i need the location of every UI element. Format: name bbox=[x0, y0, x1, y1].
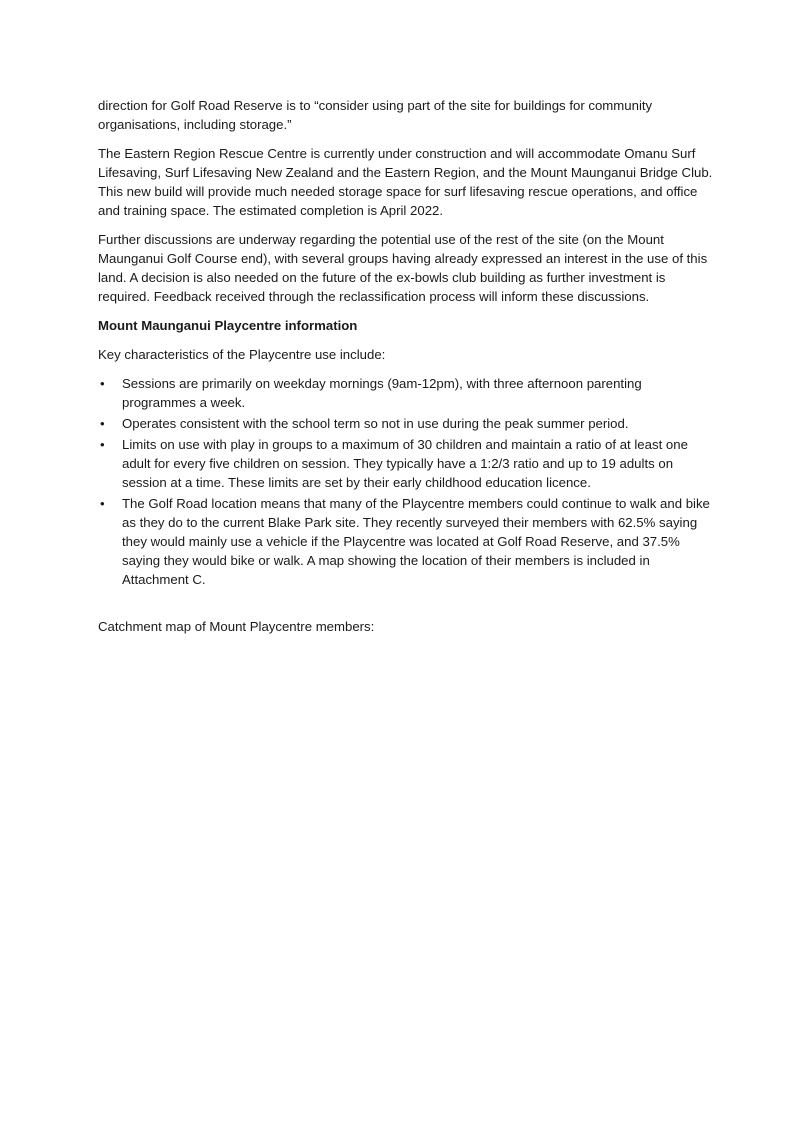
paragraph-rescue-centre: The Eastern Region Rescue Centre is currently under construction and will accommodate Omanu Surf Lifesaving, Surf Lifesaving New Zealand and the Eastern Region, and the Mount Maunganui Bridge Club. This new build will provide much needed storage space for surf lifesaving rescue operations, and office and training space. The estimated completion is April 2022. bbox=[98, 146, 713, 218]
list-item-text: Limits on use with play in groups to a maximum of 30 children and maintain a ratio of at least one adult for every five children on session. They typically have a 1:2/3 ratio and up to 19 adults on session at a time. These limits are set by their early childhood education licence. bbox=[122, 437, 688, 490]
paragraph-further-discussions: Further discussions are underway regarding the potential use of the rest of the site (on the Mount Maunganui Golf Course end), with several groups having already expressed an interest in the use of this land. A decision is also needed on the future of the ex-bowls club building as further investment is required. Feedback received through the reclassification process will inform these discussions. bbox=[98, 232, 708, 304]
list-item bbox=[98, 374, 713, 412]
bullet-icon: • bbox=[100, 496, 105, 511]
list-item bbox=[98, 435, 713, 492]
list-item-text: Sessions are primarily on weekday mornings (9am-12pm), with three afternoon parenting programmes a week. bbox=[122, 376, 642, 410]
bullet-icon: • bbox=[100, 416, 105, 431]
list-item-text: The Golf Road location means that many of the Playcentre members could continue to walk and bike as they do to the current Blake Park site. They recently surveyed their members with 62.5% saying they would mainly use a vehicle if the Playcentre was located at Golf Road Reserve, and 37.5% saying they would bike or walk. A map showing the location of their members is included in Attachment C. bbox=[122, 496, 710, 587]
bullet-icon: • bbox=[100, 376, 105, 391]
list-item-text: Operates consistent with the school term so not in use during the peak summer period. bbox=[122, 416, 629, 431]
paragraph-golf-road-direction: direction for Golf Road Reserve is to “consider using part of the site for buildings for community organisations, including storage.” bbox=[98, 98, 653, 132]
document-page bbox=[98, 96, 713, 646]
list-item bbox=[98, 494, 713, 589]
characteristics-list bbox=[98, 374, 713, 589]
list-item bbox=[98, 414, 713, 433]
map-caption: Catchment map of Mount Playcentre members: bbox=[98, 619, 375, 634]
intro-text: Key characteristics of the Playcentre use include: bbox=[98, 347, 386, 362]
bullet-icon: • bbox=[100, 437, 105, 452]
section-heading: Mount Maunganui Playcentre information bbox=[98, 318, 358, 333]
